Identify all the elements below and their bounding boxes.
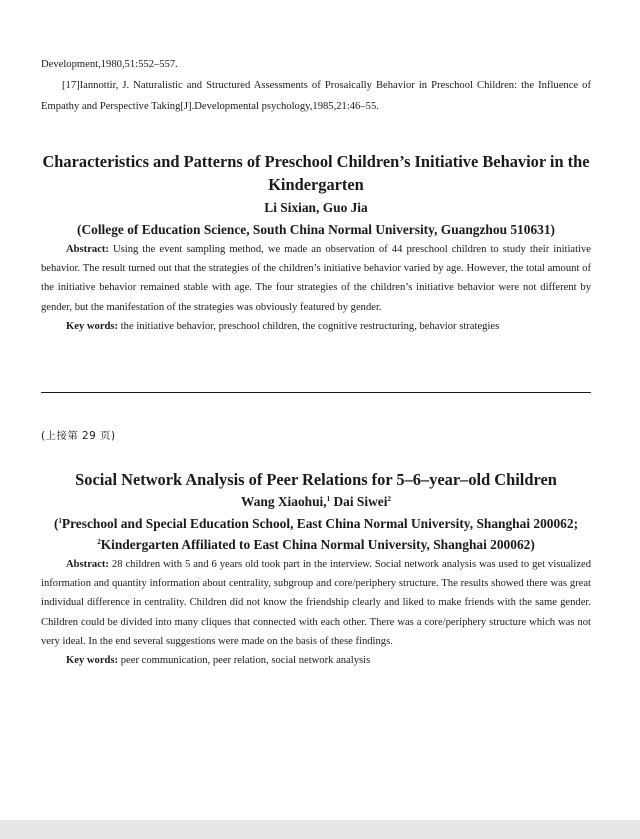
affiliation-open-paren: ( <box>53 516 59 531</box>
keywords-label: Key words: <box>66 320 119 332</box>
reference-list <box>41 54 591 117</box>
article-1-authors: Li Sixian, Guo Jia <box>264 200 368 215</box>
article-2-authors <box>41 491 591 512</box>
author-2: Dai Siwei <box>330 494 388 509</box>
section-divider <box>41 392 591 393</box>
keywords-text: peer communication, peer relation, social network analysis <box>118 655 371 667</box>
article-1-keywords <box>41 317 591 336</box>
abstract-label: Abstract: <box>66 244 109 255</box>
affiliation-1: Preschool and Special Education School, East China Normal University, Shanghai 200062; <box>61 516 579 531</box>
article-1-abstract-block <box>41 150 591 336</box>
author-1-superscript: 1 <box>326 495 331 503</box>
author-2-superscript: 2 <box>387 495 391 503</box>
viewer-bottom-strip <box>0 820 640 839</box>
abstract-text: 28 children with 5 and 6 years old took part in the interview. Social network analysis was used to get visualized information and quantity information about centrality, subgroup and core/periphery structure. The results showed there was great individual difference in centrality. Children did not know the friendship clearly and liked to make friends with the same gender. Children could be divided into many cliques that connected with each other. There was a core/periphery structure which was not very ideal. In the end several suggestions were made on the basis of these findings. <box>41 559 591 647</box>
reference-17: [17]Iannottir, J. Naturalistic and Structured Assessments of Prosaically Behavior in Preschool Children: the Influence of Empathy and Perspective Taking[J].Developmental psychology,1985,21:46–55. <box>41 80 591 112</box>
article-1-affiliation: (College of Education Science, South China Normal University, Guangzhou 510631) <box>77 222 555 237</box>
author-1: Wang Xiaohui, <box>241 494 327 509</box>
article-2-abstract <box>41 555 591 651</box>
reference-16-tail: Development,1980,51:552–557. <box>41 59 178 70</box>
article-2-affiliation <box>41 513 591 555</box>
continuation-note: (上接第 29 页) <box>41 430 116 442</box>
abstract-label: Abstract: <box>66 559 109 570</box>
keywords-label: Key words: <box>66 655 119 667</box>
article-2-title: Social Network Analysis of Peer Relations for 5–6–year–old Children <box>75 470 557 489</box>
keywords-text: the initiative behavior, preschool children, the cognitive restructuring, behavior strategies <box>118 320 500 332</box>
article-2-abstract-block <box>41 468 591 670</box>
affiliation-2: Kindergarten Affiliated to East China Normal University, Shanghai 200062) <box>100 537 535 552</box>
affiliation-1-superscript: 1 <box>58 517 62 525</box>
article-1-title: Characteristics and Patterns of Preschool Children’s Initiative Behavior in the Kindergarten <box>42 152 590 194</box>
abstract-text: Using the event sampling method, we made an observation of 44 preschool children to study their initiative behavior. The result turned out that the strategies of the children’s initiative behavior varied by age. However, the total amount of the initiative behavior remained stable with age. The four strategies of the children’s initiative behavior were not different by gender, but the manifestation of the strategies was obviously featured by gender. <box>41 244 591 313</box>
article-2-keywords <box>41 651 591 670</box>
article-1-abstract <box>41 240 591 317</box>
affiliation-2-superscript: 2 <box>97 538 101 546</box>
